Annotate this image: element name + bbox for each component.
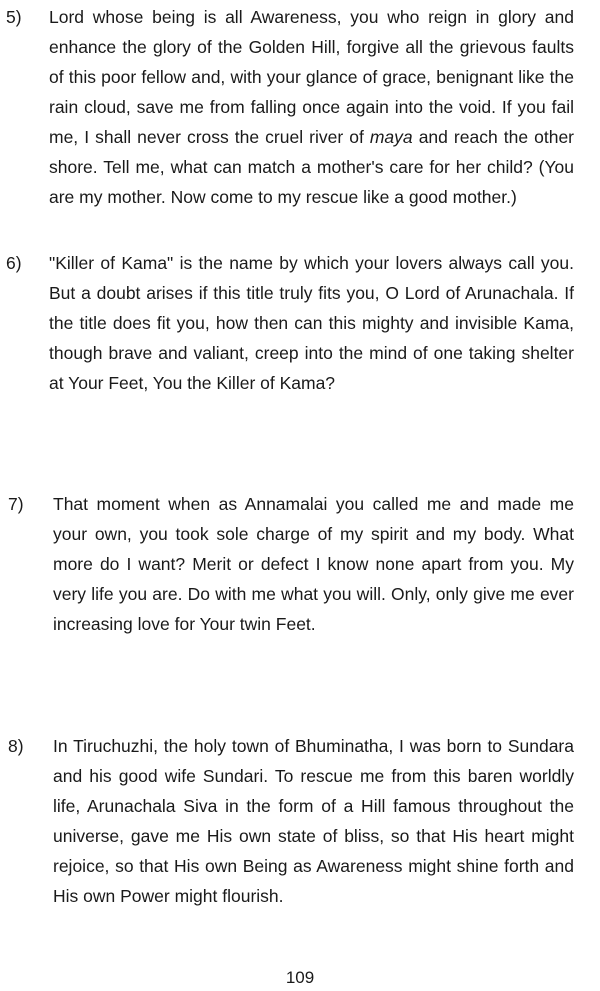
verse-text: That moment when as Annamalai you called me and made me your own, you took sole charge of my spirit and my body. What more do I want? Merit or defect I know none apart from you. My very life you are. Do with me what you will. Only, only give me ever increasing love for Your twin Feet. <box>53 494 574 634</box>
verse-text: In Tiruchuzhi, the holy town of Bhuminatha, I was born to Sundara and his good wife Sundari. To rescue me from this baren worldly life, Arunachala Siva in the form of a Hill famous throughout the universe, gave me His own state of bliss, so that His heart might rejoice, so that His own Being as Awareness might shine forth and His own Power might flourish. <box>53 736 574 906</box>
verse-number: 5) <box>6 7 22 27</box>
page-number: 109 <box>285 968 315 987</box>
verse-number: 8) <box>8 736 24 756</box>
verse-text-part: Lord whose being is all Awareness, you who reign in glory and enhance the glory of the Golden Hill, forgive all the grievous faults of this poor fellow and, with your glance of grace, benignant like the rain cloud, save me from falling once again into the void. If you fail me, I shall never cross the cruel river of <box>49 7 574 147</box>
verse-number: 7) <box>8 494 24 514</box>
verse-text: "Killer of Kama" is the name by which your lovers always call you. But a doubt arises if this title truly fits you, O Lord of Arunachala. If the title does fit you, how then can this mighty and invisible Kama, though brave and valiant, creep into the mind of one taking shelter at Your Feet, You the Killer of Kama? <box>49 253 574 393</box>
verse-number: 6) <box>6 253 22 273</box>
verse-text-part: and reach the other shore. Tell me, what can match a mother's care for her child? (You are my mother. Now come to my rescue like a good mother.) <box>49 127 575 207</box>
verse-text <box>49 2 574 212</box>
verse-text-italic: maya <box>369 127 413 147</box>
